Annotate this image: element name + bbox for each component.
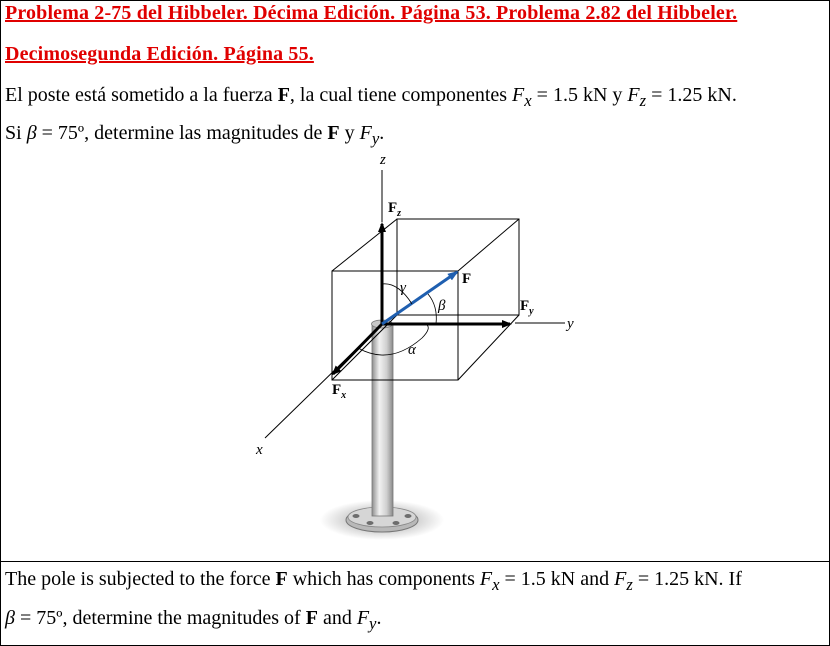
spanish-statement-line-1	[5, 83, 737, 113]
axis-z-label: z	[380, 152, 386, 168]
fz-symbol: F	[627, 84, 640, 106]
fx-symbol: F	[479, 568, 493, 590]
fx-symbol: F	[512, 84, 525, 106]
f-force-arrow	[382, 272, 457, 324]
reference-box	[332, 219, 519, 380]
fz-label	[388, 200, 401, 219]
text-span: .	[379, 122, 385, 144]
fx-value: = 1.5 kN y	[531, 84, 628, 106]
text-span: , la cual tiene componentes	[289, 84, 513, 106]
fy-symbol: F	[356, 607, 370, 629]
text-span: = 75º, determine las magnitudes de	[36, 122, 328, 144]
fz-label-text: F	[388, 200, 398, 216]
beta-symbol: β	[5, 607, 15, 629]
text-span: which has components	[287, 568, 480, 590]
fz-value: = 1.25 kN.	[646, 84, 737, 106]
fy-label-text: F	[520, 298, 530, 314]
fy-subscript: y	[371, 129, 380, 148]
fx-subscript: x	[524, 91, 532, 110]
pole-force-figure	[160, 148, 660, 558]
text-span: y	[339, 122, 360, 144]
fx-value: = 1.5 kN and	[499, 568, 615, 590]
fy-subscript: y	[369, 614, 377, 633]
fz-label-sub: z	[397, 208, 402, 219]
force-symbol: F	[327, 122, 340, 144]
fy-label	[520, 298, 534, 317]
axis-x-label: x	[256, 442, 263, 458]
axis-y-label: y	[567, 316, 574, 332]
english-statement-line-1	[5, 567, 742, 597]
text-span: Si	[5, 122, 27, 144]
beta-label: β	[438, 298, 446, 314]
alpha-label: α	[408, 342, 416, 358]
fz-symbol: F	[614, 568, 627, 590]
force-symbol: F	[277, 84, 290, 106]
text-span: = 75º, determine the magnitudes of	[14, 607, 306, 629]
f-label: F	[462, 271, 472, 287]
english-statement-line-2	[5, 606, 381, 636]
text-span: El poste está sometido a la fuerza	[5, 84, 278, 106]
fz-value: = 1.25 kN. If	[632, 568, 742, 590]
fz-subscript: z	[626, 575, 633, 594]
problem-reference-line-1: Problema 2-75 del Hibbeler. Décima Edición. Página 53. Problema 2.82 del Hibbeler.	[5, 2, 738, 24]
fx-label	[332, 382, 346, 401]
fx-label-sub: x	[341, 390, 347, 401]
text-span: The pole is subjected to the force	[5, 568, 276, 590]
beta-symbol: β	[26, 122, 37, 144]
spanish-statement-line-2	[5, 121, 384, 151]
section-divider	[0, 561, 830, 562]
text-span: and	[317, 607, 357, 629]
fy-label-sub: y	[529, 306, 534, 317]
problem-reference-line-2: Decimosegunda Edición. Página 55.	[5, 43, 314, 65]
fx-label-text: F	[332, 382, 342, 398]
beta-arc	[428, 294, 436, 324]
fz-subscript: z	[639, 91, 647, 110]
force-symbol: F	[275, 568, 288, 590]
fx-subscript: x	[492, 575, 500, 594]
fy-symbol: F	[359, 122, 372, 144]
force-symbol: F	[305, 607, 318, 629]
text-span: .	[376, 607, 382, 629]
pole	[372, 324, 393, 516]
gamma-label: γ	[400, 280, 406, 296]
